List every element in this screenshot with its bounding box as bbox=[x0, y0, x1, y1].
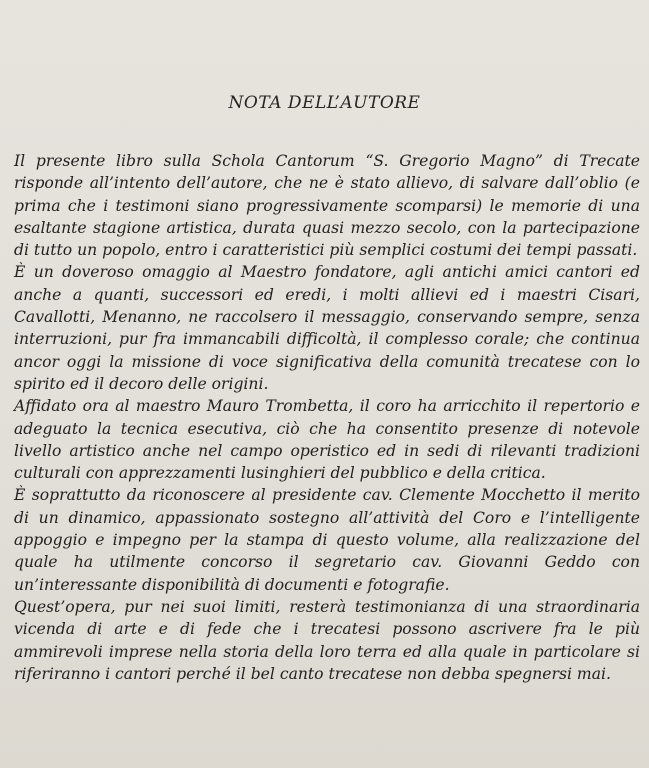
paragraph: Affidato ora al maestro Mauro Trombetta, il coro ha arricchito il repertorio e adeguato la tecnica esecutiva, ciò che ha consentito presenze di notevole livello artistico anche nel campo operistico ed in sedi di rilevanti tradizioni culturali con apprezzamenti lusinghieri del pubblico e della critica. bbox=[14, 397, 640, 483]
paragraph: È soprattutto da riconoscere al presidente cav. Clemente Mocchetto il merito di un dinamico, appassionato sostegno all’attività del Coro e l’intelligente appoggio e impegno per la stampa di questo volume, alla realizzazione del quale ha utilmente concorso il segretario cav. Giovanni Geddo con un’interessante disponibilità di documenti e fotografie. bbox=[14, 486, 640, 594]
page-title: NOTA DELL’AUTORE bbox=[228, 93, 421, 113]
body-text bbox=[14, 150, 640, 685]
paragraph: È un doveroso omaggio al Maestro fondatore, agli antichi amici cantori ed anche a quanti, successori ed eredi, i molti allievi ed i maestri Cisari, Cavallotti, Menanno, ne raccolsero il messaggio, conservando sempre, senza interruzioni, pur fra immancabili difficoltà, il complesso corale; che continua ancor oggi la missione di voce significativa della comunità trecatese con lo spirito ed il decoro delle origini. bbox=[14, 263, 640, 393]
paragraph: Quest’opera, pur nei suoi limiti, resterà testimonianza di una straordinaria vicenda di arte e di fede che i trecatesi possono ascrivere fra le più ammirevoli imprese nella storia della loro terra ed alla quale in particolare si riferiranno i cantori perché il bel canto trecatese non debba spegnersi mai. bbox=[14, 597, 640, 683]
paragraph: Il presente libro sulla Schola Cantorum “S. Gregorio Magno” di Trecate risponde all’intento dell’autore, che ne è stato allievo, di salvare dall’oblio (e prima che i testimoni siano progressivamente scomparsi) le memorie di una esaltante stagione artistica, durata quasi mezzo secolo, con la partecipazione di tutto un popolo, entro i caratteristici più semplici costumi dei tempi passati. bbox=[14, 152, 640, 260]
